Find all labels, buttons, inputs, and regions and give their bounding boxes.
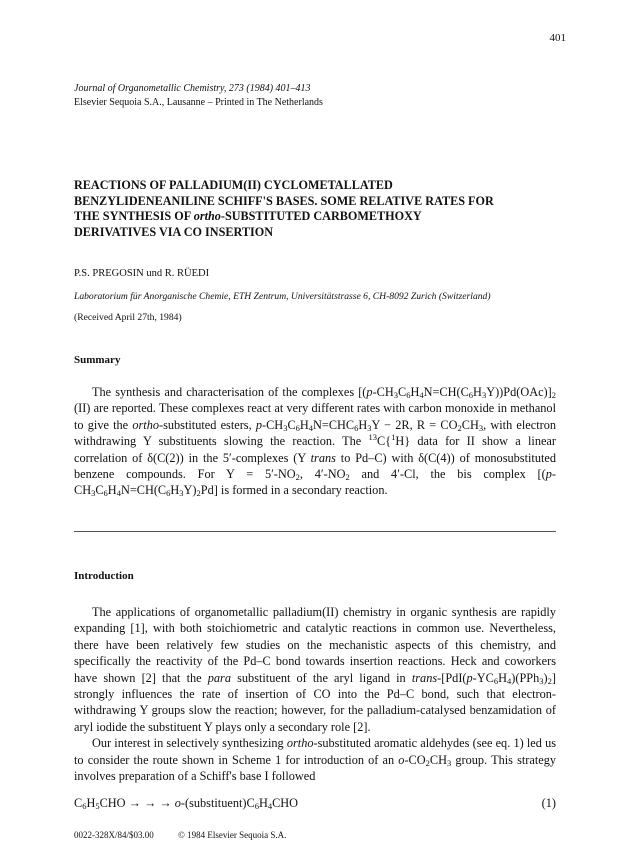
summary-heading: Summary bbox=[74, 354, 121, 366]
footer-code: 0022-328X/84/$03.00 bbox=[74, 830, 154, 840]
title-line-4: DERIVATIVES VIA CO INSERTION bbox=[74, 224, 274, 239]
title-line-1: REACTIONS OF PALLADIUM(II) CYCLOMETALLATED bbox=[74, 178, 393, 192]
title-line-2: BENZYLIDENEANILINE SCHIFF'S BASES. SOME RELATIVE RATES FOR bbox=[74, 193, 494, 208]
journal-line-1: Journal of Organometallic Chemistry, 273 (1984) 401–413 bbox=[74, 83, 311, 94]
journal-citation bbox=[74, 82, 323, 110]
authors: P.S. PREGOSIN und R. RÜEDI bbox=[74, 268, 210, 279]
intro-paragraph-2: Our interest in selectively synthesizing ortho-substituted aromatic aldehydes (see eq. 1) led us to consider the route shown in Scheme 1 for introduction of an $o-CO_2CH_3$ group. This strategy involves preparation of a Schiff's base I followed bbox=[74, 736, 557, 784]
title-line-3: THE SYNTHESIS OF ortho-SUBSTITUTED CARBOMETHOXY bbox=[74, 209, 422, 223]
summary-text: The synthesis and characterisation of the complexes $[(p-CH_3C_6H_4N=CH(C_6H_3Y))Pd(OAc)]_2$ (II) are reported. These complexes react at very different rates with carbon monoxide in methanol to give the ortho-substituted esters, $p-CH_3C_6H_4N=CHC_6H_3Y - 2R$, $R = CO_2CH_3$, with electron withdrawing Y substituents slowing the reaction. The $^{13}$C{$^1$H} data for II show a linear correlation of δ(C(2)) in the 5′-complexes (Y trans to Pd–C) with δ(C(4)) of monosubstituted benzene compounds. For $Y = 5'-NO_2$, $4'-NO_2$ and 4′-Cl, the bis complex [$(p-CH_3C_6H_4N=CH(C_6H_3Y)_2Pd]$ is formed in a secondary reaction. bbox=[74, 385, 557, 499]
page-number: 401 bbox=[549, 32, 566, 44]
equation-1: $C_6H_5CHO$ → → → $o-(substituent)C_6H_4CHO$ (1) bbox=[74, 796, 556, 811]
introduction-text bbox=[74, 604, 556, 784]
received-date: (Received April 27th, 1984) bbox=[74, 312, 182, 323]
article-title bbox=[74, 178, 564, 240]
affiliation: Laboratorium für Anorganische Chemie, ETH Zentrum, Universitätstrasse 6, CH-8092 Zurich (Switzerland) bbox=[74, 291, 491, 302]
footer-copyright: © 1984 Elsevier Sequoia S.A. bbox=[178, 830, 287, 840]
introduction-heading: Introduction bbox=[74, 570, 134, 582]
section-divider bbox=[74, 531, 556, 532]
equation-number: (1) bbox=[541, 796, 556, 810]
footer bbox=[74, 830, 308, 840]
intro-paragraph-1: The applications of organometallic palladium(II) chemistry in organic synthesis are rapidly expanding [1], with both stoichiometric and catalytic reactions in common use. Nevertheless, there have been relatively few studies on the mechanistic aspects of this chemistry, and specifically the reactivity of the Pd–C bond towards insertion reactions. Heck and coworkers have shown [2] that the para substituent of the aryl ligand in trans-$[PdI(p-YC_6H_4)(PPh_3)_2]$ strongly influences the rate of insertion of CO into the Pd–C bond, such that electron-withdrawing Y groups slow the reaction; however, for the palladium-catalysed benzamidation of aryl iodide the substituent Y plays only a secondary role [2]. bbox=[74, 605, 556, 734]
journal-line-2: Elsevier Sequoia S.A., Lausanne – Printed in The Netherlands bbox=[74, 97, 323, 108]
